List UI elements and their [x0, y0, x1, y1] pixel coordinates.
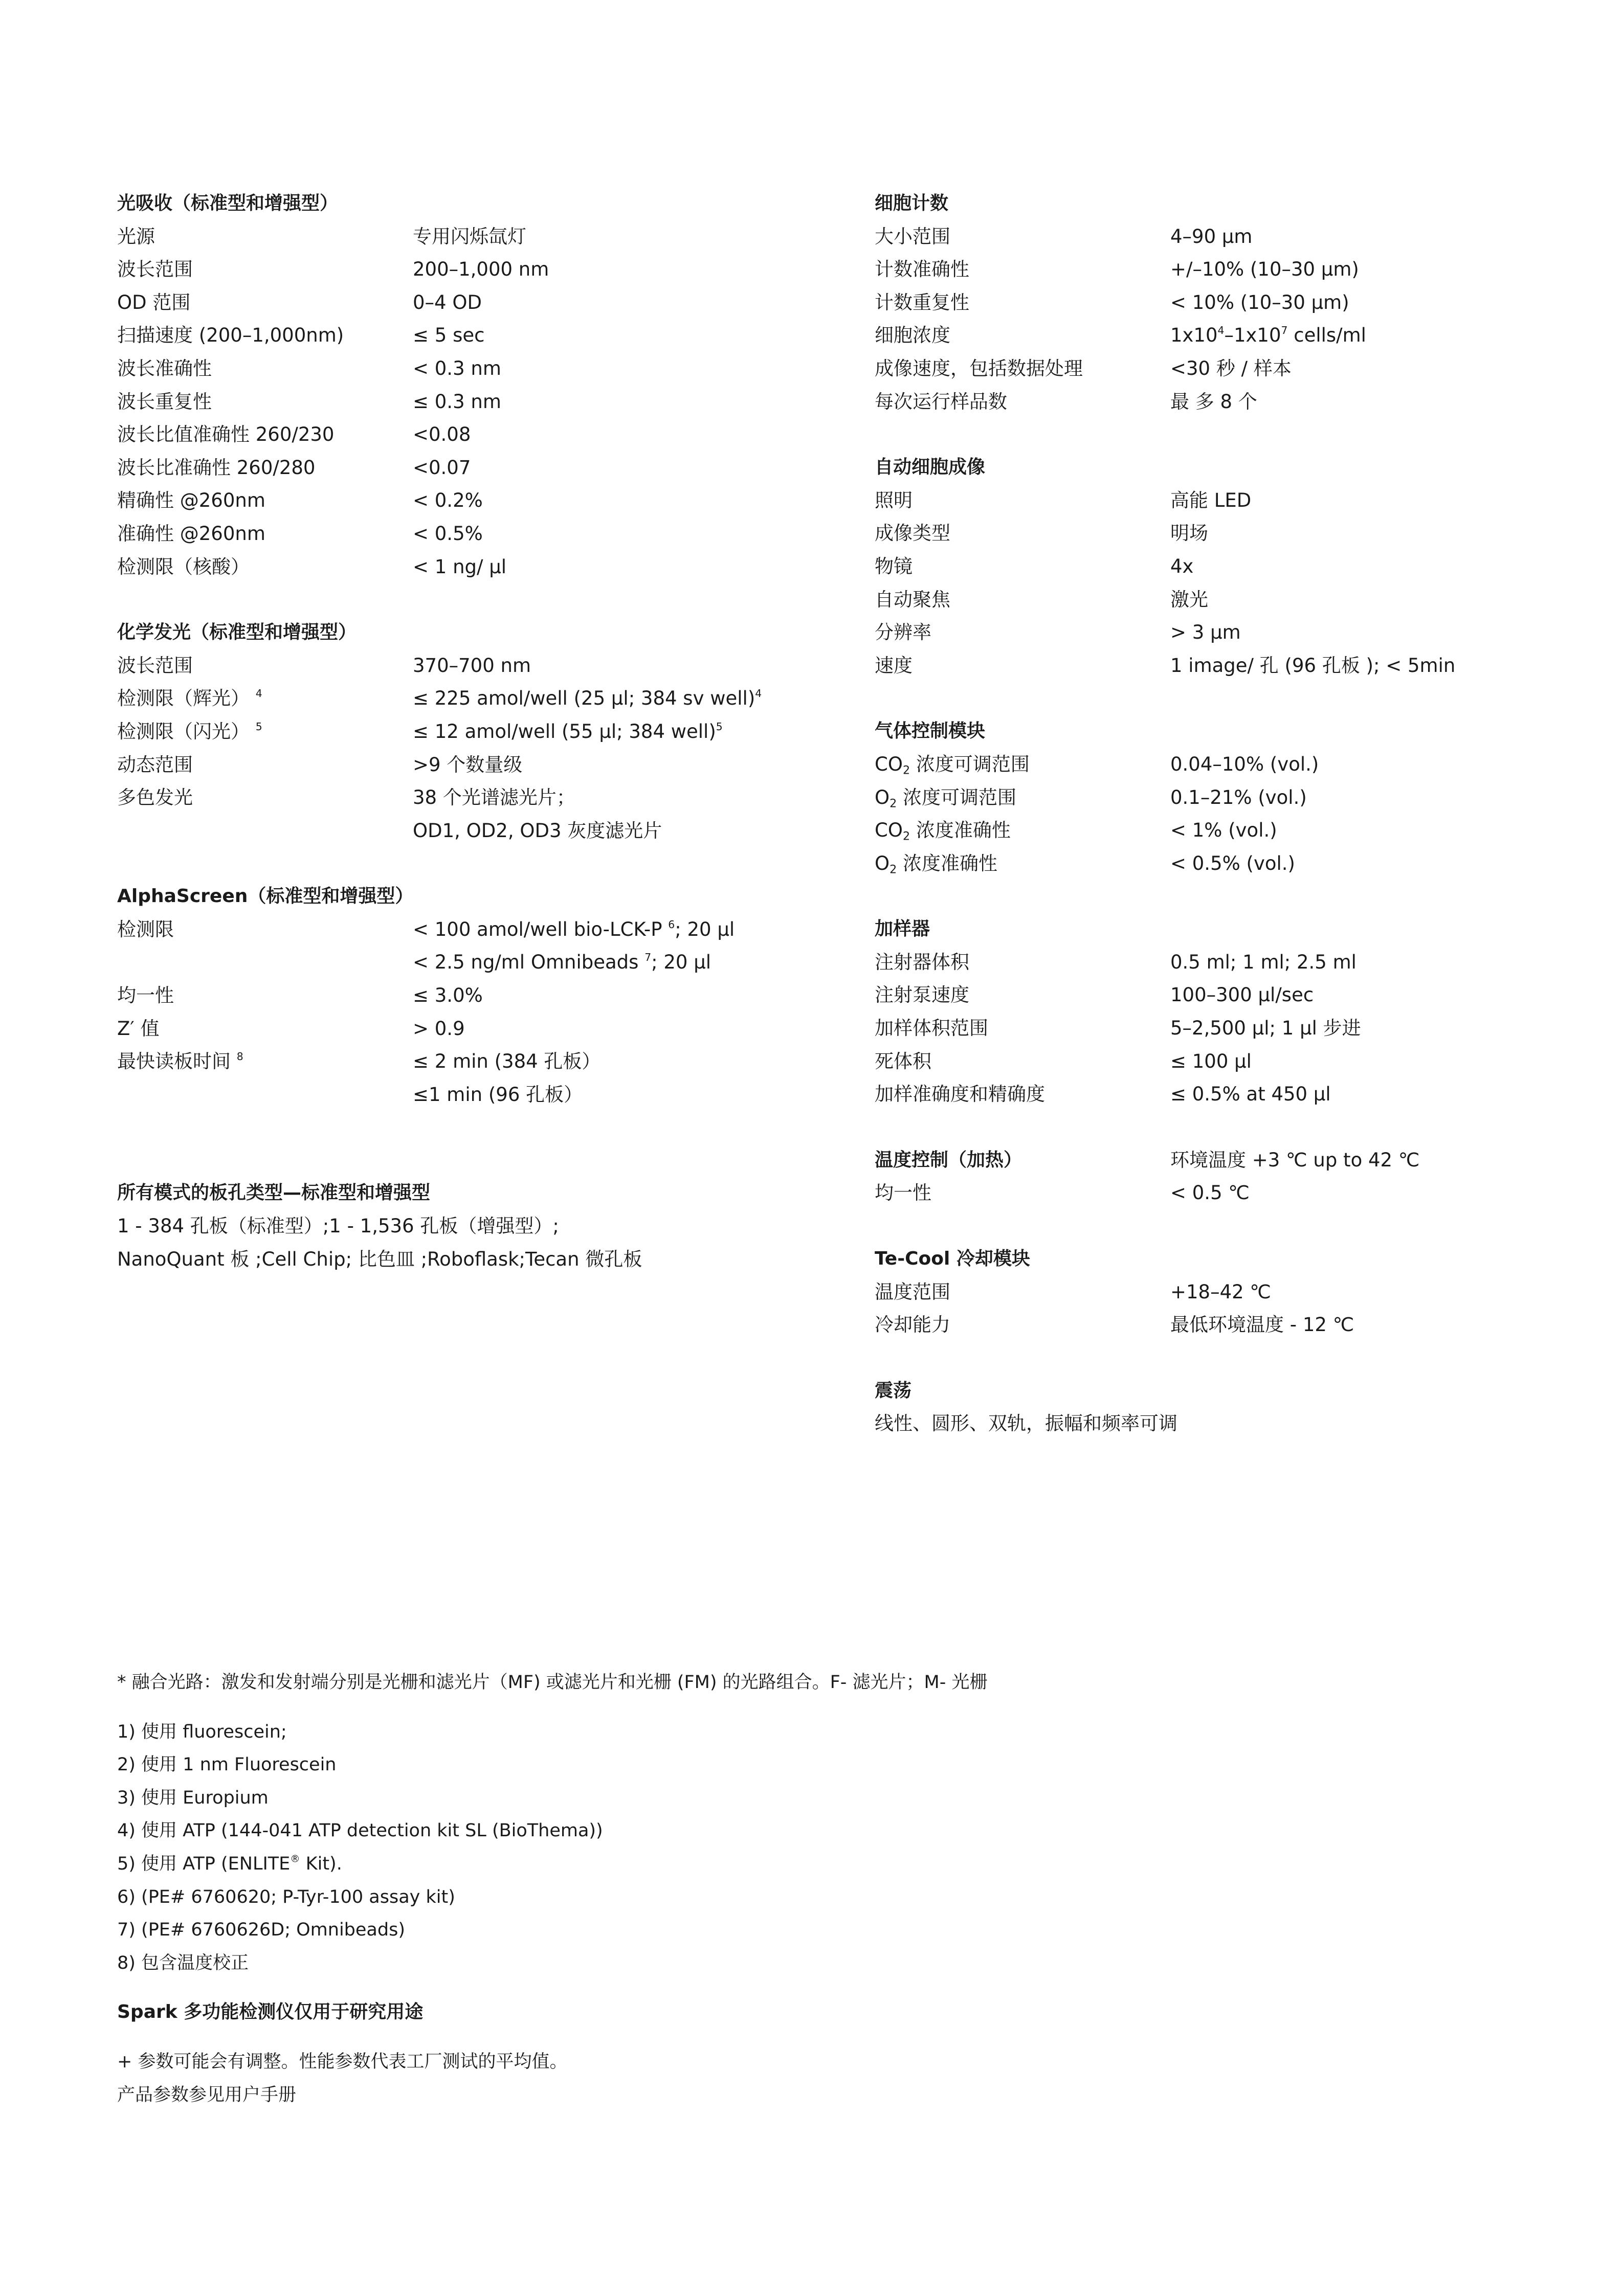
spec-label: 死体积 — [875, 1050, 931, 1072]
spec-value: 200–1,000 nm — [413, 258, 549, 281]
disclaimer-line: 产品参数参见用户手册 — [117, 2084, 297, 2105]
spec-label-text: 浓度准确性 — [897, 852, 998, 874]
spec-label: 加样体积范围 — [875, 1017, 988, 1040]
luminescence-title: 化学发光（标准型和增强型） — [117, 622, 357, 643]
spec-value: 4x — [1170, 555, 1194, 577]
spec-row — [875, 1144, 1540, 1177]
spec-row — [117, 1045, 833, 1078]
footnote-ref: 8 — [236, 1050, 243, 1063]
spec-label: 加样准确度和精确度 — [875, 1083, 1045, 1106]
spec-value: 4–90 μm — [1170, 225, 1253, 247]
research-use-notice: Spark 多功能检测仪仅用于研究用途 — [117, 2001, 424, 2023]
spec-label: 物镜 — [875, 555, 913, 577]
subscript: 2 — [889, 797, 897, 811]
spec-row — [117, 913, 833, 947]
spec-row — [875, 583, 1540, 617]
spec-label-text: 检测限（闪光） — [117, 720, 250, 742]
spec-row — [875, 781, 1540, 815]
spec-value: < 0.5% (vol.) — [1170, 852, 1295, 874]
spec-label: 成像类型 — [875, 522, 950, 545]
spec-row — [875, 1012, 1540, 1045]
spec-value: 5–2,500 μl; 1 μl 步进 — [1170, 1017, 1361, 1040]
spec-value: OD1, OD2, OD3 灰度滤光片 — [413, 819, 662, 842]
spec-row — [875, 946, 1540, 979]
subscript: 2 — [902, 763, 910, 777]
footnote-item: 1) 使用 fluorescein; — [117, 1721, 287, 1742]
spec-row — [117, 286, 833, 320]
gas-control-section — [875, 715, 1540, 880]
plates-section — [117, 1177, 833, 1276]
cell-imaging-title: 自动细胞成像 — [875, 457, 986, 478]
spec-value: 高能 LED — [1170, 489, 1252, 511]
spec-row — [117, 946, 833, 979]
right-column — [875, 187, 1540, 1473]
spec-value — [413, 715, 833, 749]
footnote-ref: 7 — [644, 951, 652, 964]
cell-counting-section — [875, 187, 1540, 418]
spec-label — [875, 748, 1170, 781]
spec-value: 激光 — [1170, 588, 1208, 611]
spec-label: 波长范围 — [117, 258, 193, 281]
spec-value: < 0.2% — [413, 489, 483, 512]
spec-label: 成像速度，包括数据处理 — [875, 357, 1083, 379]
spec-value-text: < 100 amol/well bio-LCK-P — [413, 918, 669, 940]
subscript: 2 — [889, 863, 897, 876]
spec-value — [413, 682, 833, 715]
spec-label: 温度范围 — [875, 1280, 950, 1303]
spec-label-text: 浓度可调范围 — [910, 753, 1030, 775]
spec-label: 扫描速度 (200–1,000nm) — [117, 324, 344, 347]
cell-imaging-section — [875, 451, 1540, 682]
exponent: 4 — [1217, 324, 1225, 337]
left-column — [117, 187, 833, 1309]
spec-value — [413, 913, 833, 947]
spec-value — [1170, 319, 1540, 352]
spec-label: 分辨率 — [875, 621, 931, 644]
spec-label: 均一性 — [117, 984, 174, 1007]
spec-row — [117, 1012, 833, 1046]
footnote-text: 5) 使用 ATP (ENLITE — [117, 1853, 291, 1874]
spec-value: ≤ 2 min (384 孔板） — [413, 1050, 601, 1073]
spec-row — [117, 815, 833, 848]
spec-row — [117, 682, 833, 715]
spec-label: 检测限 — [117, 918, 174, 940]
footnote-item: 4) 使用 ATP (144-041 ATP detection kit SL (BioThema)) — [117, 1820, 603, 1841]
spec-value: >9 个数量级 — [413, 753, 523, 776]
tecool-section — [875, 1243, 1540, 1342]
spec-row — [117, 319, 833, 352]
spec-label-empty — [117, 1078, 413, 1112]
spec-label: 均一性 — [875, 1182, 931, 1204]
spec-value-text: cells/ml — [1287, 324, 1366, 347]
footnote-text: Kit). — [300, 1853, 342, 1874]
spec-row — [117, 484, 833, 517]
subscript: 2 — [902, 829, 910, 843]
spec-label: 计数准确性 — [875, 258, 969, 281]
spec-value: < 0.5 ℃ — [1170, 1182, 1250, 1204]
spec-label: 波长范围 — [117, 654, 193, 677]
spec-value: 100–300 μl/sec — [1170, 984, 1314, 1006]
shaking-line: 线性、圆形、双轨，振幅和频率可调 — [875, 1412, 1177, 1435]
spec-label — [875, 814, 1170, 847]
spec-row — [117, 352, 833, 386]
alphascreen-section — [117, 880, 833, 1111]
spec-value: > 3 μm — [1170, 621, 1241, 644]
spec-value-text: ; 20 μl — [675, 918, 735, 940]
spec-label — [117, 715, 413, 749]
spec-row — [117, 715, 833, 749]
spec-row — [875, 814, 1540, 847]
spec-row — [117, 649, 833, 683]
spec-label: 注射泵速度 — [875, 984, 969, 1006]
luminescence-section — [117, 616, 833, 847]
spec-row — [117, 452, 833, 485]
footnote-item — [117, 1848, 1549, 1881]
spec-value-text: < 2.5 ng/ml Omnibeads — [413, 951, 645, 974]
spec-row — [875, 847, 1540, 881]
spec-row — [875, 979, 1540, 1012]
fusion-note: * 融合光路：激发和发射端分别是光栅和滤光片（MF) 或滤光片和光栅 (FM) 的光路组合。F- 滤光片；M- 光栅 — [117, 1672, 988, 1693]
spec-label-empty — [117, 946, 413, 979]
spec-label — [875, 847, 1170, 881]
footnote-ref: 5 — [255, 720, 262, 733]
plates-line: NanoQuant 板 ;Cell Chip; 比色皿 ;Roboflask;Tecan 微孔板 — [117, 1248, 642, 1270]
spec-label: OD 范围 — [117, 291, 191, 313]
spec-value: > 0.9 — [413, 1017, 465, 1040]
spec-value: 环境温度 +3 ℃ up to 42 ℃ — [1170, 1149, 1420, 1171]
spec-label-text: O — [875, 786, 890, 808]
spec-value: ≤ 0.3 nm — [413, 390, 501, 413]
spec-label: 大小范围 — [875, 225, 950, 247]
spec-value: <0.08 — [413, 423, 471, 446]
spec-label: 精确性 @260nm — [117, 489, 265, 512]
spec-label-text: 最快读板时间 — [117, 1050, 231, 1073]
spec-label — [117, 682, 413, 715]
spec-row — [117, 979, 833, 1012]
spec-row — [875, 1045, 1540, 1078]
shaking-title: 震荡 — [875, 1380, 912, 1401]
spec-value: 1 image/ 孔 (96 孔板 ); < 5min — [1170, 654, 1456, 677]
spec-label: 计数重复性 — [875, 291, 969, 313]
footnote-item: 7) (PE# 6760626D; Omnibeads) — [117, 1920, 405, 1941]
spec-row — [117, 386, 833, 419]
spec-value-text: ; 20 μl — [651, 951, 711, 974]
spec-label-text: CO — [875, 753, 903, 775]
spacer — [117, 1979, 1549, 1996]
footnotes — [117, 1666, 1549, 2111]
spec-value: < 1% (vol.) — [1170, 819, 1277, 842]
spec-value-text: –1x10 — [1224, 324, 1281, 347]
spec-label: Z′ 值 — [117, 1017, 160, 1040]
registered-mark: ® — [290, 1853, 300, 1865]
injector-title: 加样器 — [875, 918, 930, 940]
spec-value: 38 个光谱滤光片； — [413, 786, 575, 809]
spec-row — [875, 616, 1540, 649]
spec-label: 注射器体积 — [875, 951, 969, 973]
spec-row — [875, 748, 1540, 781]
spec-row — [117, 220, 833, 254]
spec-label: 自动聚焦 — [875, 588, 950, 611]
spec-row — [875, 649, 1540, 683]
spec-value: 0.04–10% (vol.) — [1170, 753, 1319, 775]
spec-row — [875, 517, 1540, 550]
spec-row — [875, 286, 1540, 320]
spec-label: 波长重复性 — [117, 390, 212, 413]
temperature-section — [875, 1144, 1540, 1210]
spec-row — [875, 550, 1540, 583]
absorbance-title: 光吸收（标准型和增强型） — [117, 193, 339, 214]
spec-value: 0.5 ml; 1 ml; 2.5 ml — [1170, 951, 1356, 973]
spec-label-empty — [117, 815, 413, 848]
spec-value: <0.07 — [413, 456, 471, 479]
spec-label: 动态范围 — [117, 753, 193, 776]
spec-value: 最低环境温度 - 12 ℃ — [1170, 1314, 1354, 1336]
spec-label: 波长比值准确性 260/230 — [117, 423, 335, 446]
spec-row — [117, 418, 833, 452]
spec-label — [117, 1045, 413, 1078]
cell-counting-title: 细胞计数 — [875, 193, 949, 214]
spec-value: ≤ 3.0% — [413, 984, 483, 1007]
spec-value: ≤ 5 sec — [413, 324, 485, 347]
spec-value: <30 秒 / 样本 — [1170, 357, 1292, 379]
spec-label: 细胞浓度 — [875, 324, 950, 347]
spec-row — [875, 386, 1540, 419]
spec-label: 冷却能力 — [875, 1314, 950, 1336]
spec-label — [875, 781, 1170, 815]
footnote-ref: 4 — [255, 687, 262, 700]
alphascreen-title: AlphaScreen（标准型和增强型） — [117, 886, 414, 907]
spec-row — [117, 1078, 833, 1112]
footnote-item: 2) 使用 1 nm Fluorescein — [117, 1754, 337, 1775]
spacer — [117, 1699, 1549, 1716]
spec-row — [117, 253, 833, 286]
spec-value-text: ≤ 12 amol/well (55 μl; 384 well) — [413, 720, 716, 742]
footnote-item: 6) (PE# 6760620; P-Tyr-100 assay kit) — [117, 1886, 455, 1907]
spec-value: < 1 ng/ μl — [413, 555, 507, 578]
gas-control-title: 气体控制模块 — [875, 721, 986, 742]
spec-value: 370–700 nm — [413, 654, 531, 677]
spacer — [117, 2029, 1549, 2045]
spec-value: ≤ 0.5% at 450 μl — [1170, 1083, 1331, 1106]
spec-value: 0.1–21% (vol.) — [1170, 786, 1307, 808]
footnote-item: 3) 使用 Europium — [117, 1787, 269, 1808]
spec-value: < 0.5% — [413, 522, 483, 545]
spec-label: 照明 — [875, 489, 913, 511]
spec-label-text: 检测限（辉光） — [117, 687, 250, 710]
spec-label: 波长准确性 — [117, 357, 212, 379]
plates-title: 所有模式的板孔类型—标准型和增强型 — [117, 1182, 431, 1204]
spec-row — [875, 352, 1540, 386]
spec-row — [117, 781, 833, 815]
absorbance-section — [117, 187, 833, 583]
spec-label-text: 浓度准确性 — [910, 819, 1011, 842]
spec-row — [875, 253, 1540, 286]
spec-value: 明场 — [1170, 522, 1208, 545]
spec-row — [875, 1078, 1540, 1111]
spec-label-text: CO — [875, 819, 903, 842]
spec-label-text: 浓度可调范围 — [897, 786, 1017, 808]
footnote-ref: 4 — [755, 687, 762, 700]
tecool-title: Te-Cool 冷却模块 — [875, 1248, 1030, 1270]
spec-row — [117, 517, 833, 551]
spec-value: +/–10% (10–30 μm) — [1170, 258, 1359, 281]
footnote-ref: 5 — [716, 720, 723, 733]
spec-value: +18–42 ℃ — [1170, 1280, 1271, 1303]
spec-label: 光源 — [117, 225, 155, 247]
plates-line: 1 - 384 孔板（标准型）;1 - 1,536 孔板（增强型）; — [117, 1215, 559, 1237]
spec-row — [875, 1177, 1540, 1210]
footnote-ref: 6 — [668, 918, 675, 931]
spec-value: < 0.3 nm — [413, 357, 501, 379]
footnote-item: 8) 包含温度校正 — [117, 1952, 249, 1973]
spec-row — [875, 484, 1540, 517]
spec-label: 速度 — [875, 654, 913, 677]
spec-value: ≤ 100 μl — [1170, 1050, 1252, 1072]
exponent: 7 — [1281, 324, 1288, 337]
spec-label: 多色发光 — [117, 786, 193, 809]
shaking-section — [875, 1375, 1540, 1440]
disclaimer-line: + 参数可能会有调整。性能参数代表工厂测试的平均值。 — [117, 2051, 568, 2072]
spec-row — [875, 1309, 1540, 1342]
spec-label: 每次运行样品数 — [875, 390, 1007, 413]
spec-label: 准确性 @260nm — [117, 522, 265, 545]
spec-label: 波长比准确性 260/280 — [117, 456, 316, 479]
spec-row — [117, 551, 833, 584]
spec-value: 专用闪烁氙灯 — [413, 225, 526, 247]
spec-label-text: O — [875, 852, 890, 874]
spec-row — [875, 319, 1540, 352]
spec-value-text: ≤ 225 amol/well (25 μl; 384 sv well) — [413, 687, 755, 710]
spec-value-text: 1x10 — [1170, 324, 1218, 347]
spec-row — [117, 749, 833, 782]
spec-value — [413, 946, 833, 979]
spec-label: 检测限（核酸） — [117, 555, 250, 578]
temperature-title: 温度控制（加热） — [875, 1149, 1022, 1170]
injector-section — [875, 913, 1540, 1111]
spec-value: 0–4 OD — [413, 291, 482, 313]
spec-value: 最 多 8 个 — [1170, 390, 1257, 413]
spec-row — [875, 220, 1540, 254]
spec-value: < 10% (10–30 μm) — [1170, 291, 1349, 313]
spec-value: ≤1 min (96 孔板） — [413, 1083, 583, 1106]
spec-row — [875, 1276, 1540, 1309]
